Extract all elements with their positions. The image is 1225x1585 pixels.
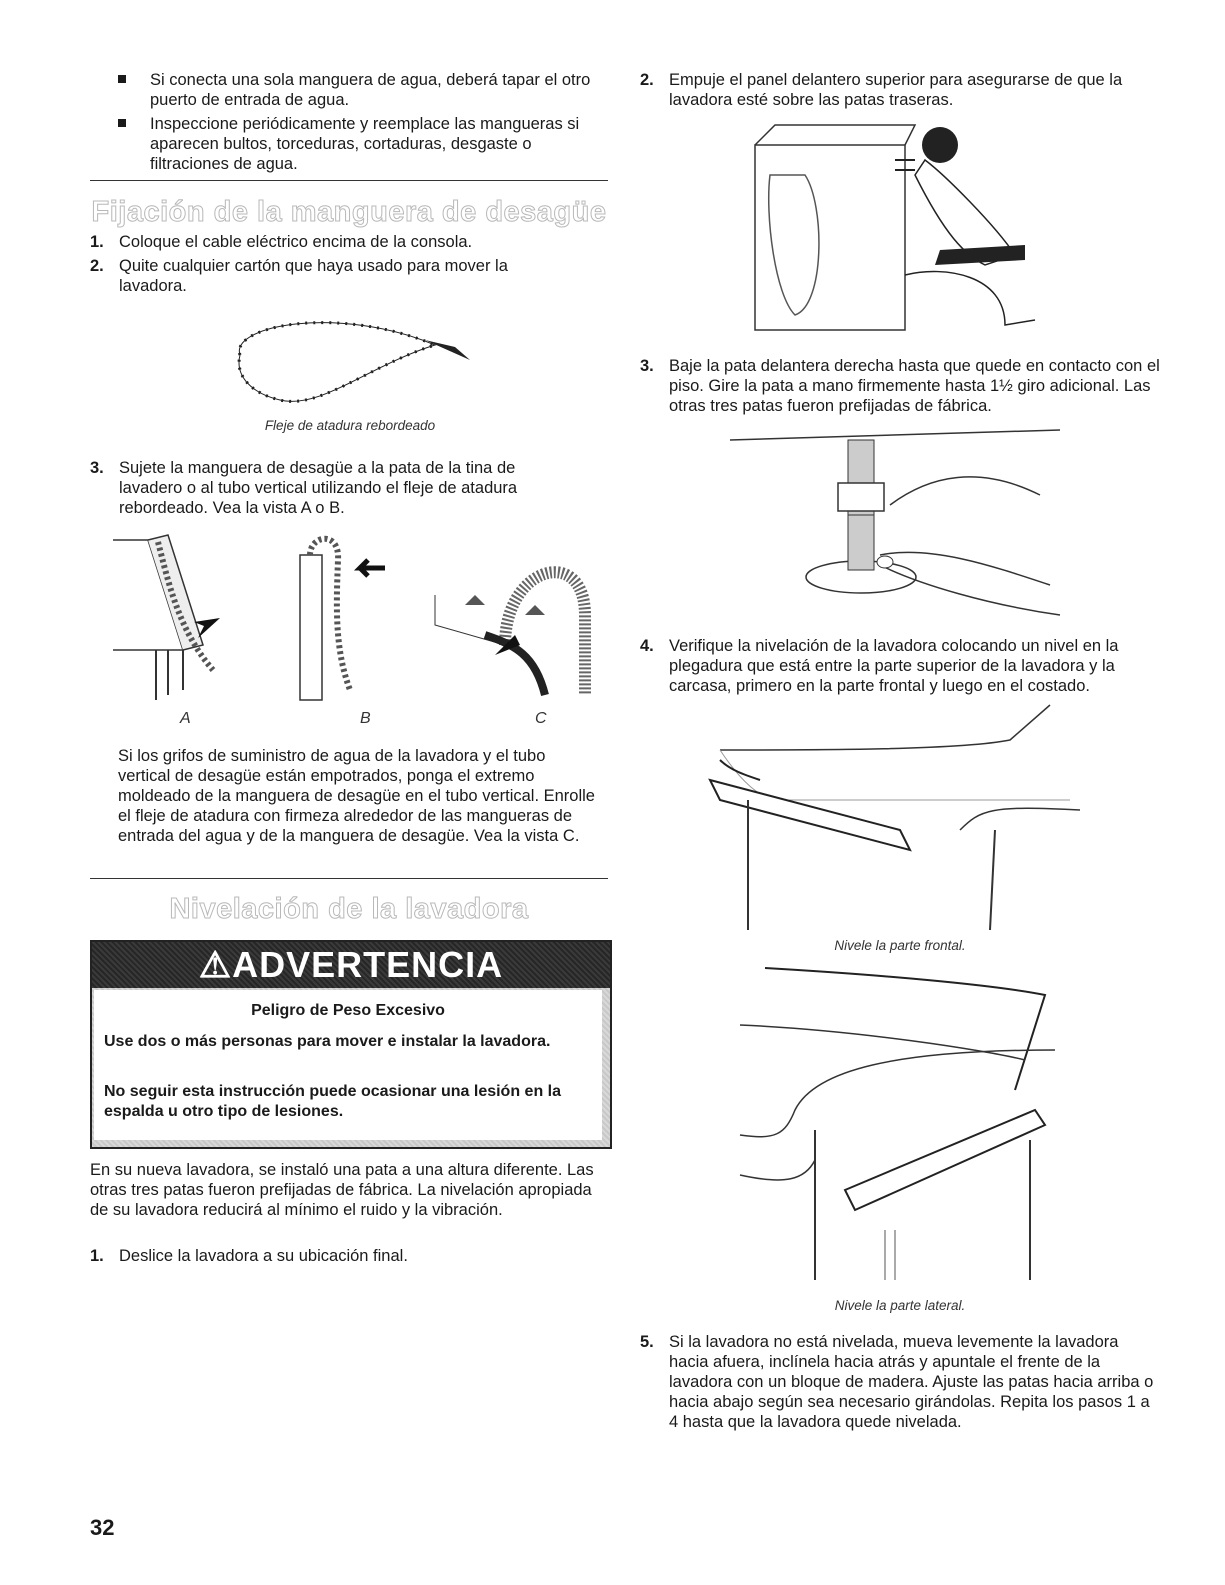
beaded-tie-illustration — [220, 305, 490, 415]
bullet-square — [118, 75, 126, 83]
step-text: Deslice la lavadora a su ubicación final. — [119, 1247, 408, 1265]
warning-body — [94, 990, 602, 1140]
step-text: Empuje el panel delantero superior para asegurarse de que la lavadora esté sobre las patas traseras. — [669, 71, 1123, 109]
step-number: 1. — [90, 1247, 104, 1265]
step-number: 2. — [90, 257, 104, 275]
step-text: Quite cualquier cartón que haya usado para mover la lavadora. — [119, 257, 508, 295]
step-item — [90, 458, 580, 518]
page-number: 32 — [90, 1515, 115, 1540]
step-item — [640, 636, 1160, 696]
caption-level-side: Nivele la parte lateral. — [834, 1298, 966, 1313]
view-c-illustration — [425, 535, 605, 705]
step-number: 3. — [640, 357, 654, 375]
bullet-text: Inspeccione periódicamente y reemplace las mangueras si aparecen bultos, torceduras, cortaduras, desgaste o filtraciones de agua. — [150, 115, 580, 173]
view-label-b: B — [360, 710, 371, 727]
warning-header — [92, 942, 610, 988]
warning-box — [90, 940, 612, 1149]
step-number: 4. — [640, 637, 654, 655]
section-divider — [90, 180, 608, 181]
view-label-a: A — [180, 710, 191, 727]
paragraph-recessed-drain: Si los grifos de suministro de agua de la lavadora y el tubo vertical de desagüe están empotrados, ponga el extremo moldeado de la manguera de desagüe en el tubo vertical. Enrolle el fleje de atadura con firmeza alrededor de las mangueras de entrada del agua y de la manguera de desagüe. Vea la vista C. — [118, 747, 595, 845]
step-number: 1. — [90, 233, 104, 251]
bullet-text: Si conecta una sola manguera de agua, deberá tapar el otro puerto de entrada de agua. — [150, 71, 591, 109]
view-a-illustration — [108, 530, 228, 705]
step-text: Sujete la manguera de desagüe a la pata de la tina de lavadero o al tubo vertical utilizando el fleje de atadura rebordeado. Vea la vista A o B. — [119, 459, 518, 517]
step-text: Coloque el cable eléctrico encima de la consola. — [119, 233, 473, 251]
push-washer-illustration — [745, 115, 1045, 340]
warning-instruction: Use dos o más personas para mover e instalar la lavadora. — [104, 1033, 551, 1050]
warning-header-text: ADVERTENCIA — [232, 944, 504, 985]
step-item — [90, 232, 608, 252]
section-title-drain-hose: Fijación de la manguera de desagüe — [91, 196, 607, 228]
bullet-item — [118, 70, 608, 110]
step-text: Baje la pata delantera derecha hasta que quede en contacto con el piso. Gire la pata a mano firmemente hasta 1½ giro adicional. Las otras tres patas fueron prefijadas de fábrica. — [669, 357, 1160, 415]
level-side-illustration — [735, 960, 1095, 1285]
warning-hazard: Peligro de Peso Excesivo — [251, 1002, 445, 1019]
section-divider — [90, 878, 608, 879]
view-label-c: C — [535, 710, 547, 727]
level-front-illustration — [700, 700, 1090, 930]
bullet-item — [118, 114, 608, 174]
step-item — [640, 70, 1160, 110]
step-text: Verifique la nivelación de la lavadora colocando un nivel en la plegadura que está entre la parte superior de la lavadora y la carcasa, primero en la parte frontal y luego en el costado. — [669, 637, 1119, 695]
section-title-leveling: Nivelación de la lavadora — [169, 893, 529, 925]
caption-level-front: Nivele la parte frontal. — [834, 938, 966, 953]
paragraph-leveling-intro: En su nueva lavadora, se instaló una pata a una altura diferente. Las otras tres patas fueron prefijadas de fábrica. La nivelación apropiada de su lavadora reducirá al mínimo el ruido y la vibración. — [90, 1161, 594, 1219]
tie-caption: Fleje de atadura rebordeado — [264, 418, 436, 433]
step-number: 3. — [90, 459, 104, 477]
step-item — [640, 1332, 1160, 1432]
step-number: 2. — [640, 71, 654, 89]
leg-adjust-illustration — [730, 425, 1070, 625]
step-item — [90, 256, 560, 296]
step-text: Si la lavadora no está nivelada, mueva levemente la lavadora hacia afuera, inclínela hacia atrás y apuntale el frente de la lavadora con un bloque de madera. Ajuste las patas hacia arriba o hacia abajo según sea necesario girándolas. Repita los pasos 1 a 4 hasta que la lavadora quede nivelada. — [669, 1333, 1154, 1431]
step-number: 5. — [640, 1333, 654, 1351]
view-b-illustration — [290, 530, 390, 705]
bullet-square — [118, 119, 126, 127]
warning-consequence: No seguir esta instrucción puede ocasionar una lesión en la espalda u otro tipo de lesiones. — [104, 1083, 562, 1120]
warning-triangle-icon: ⚠ — [198, 944, 233, 985]
step-item — [90, 1246, 608, 1266]
step-item — [640, 356, 1160, 416]
